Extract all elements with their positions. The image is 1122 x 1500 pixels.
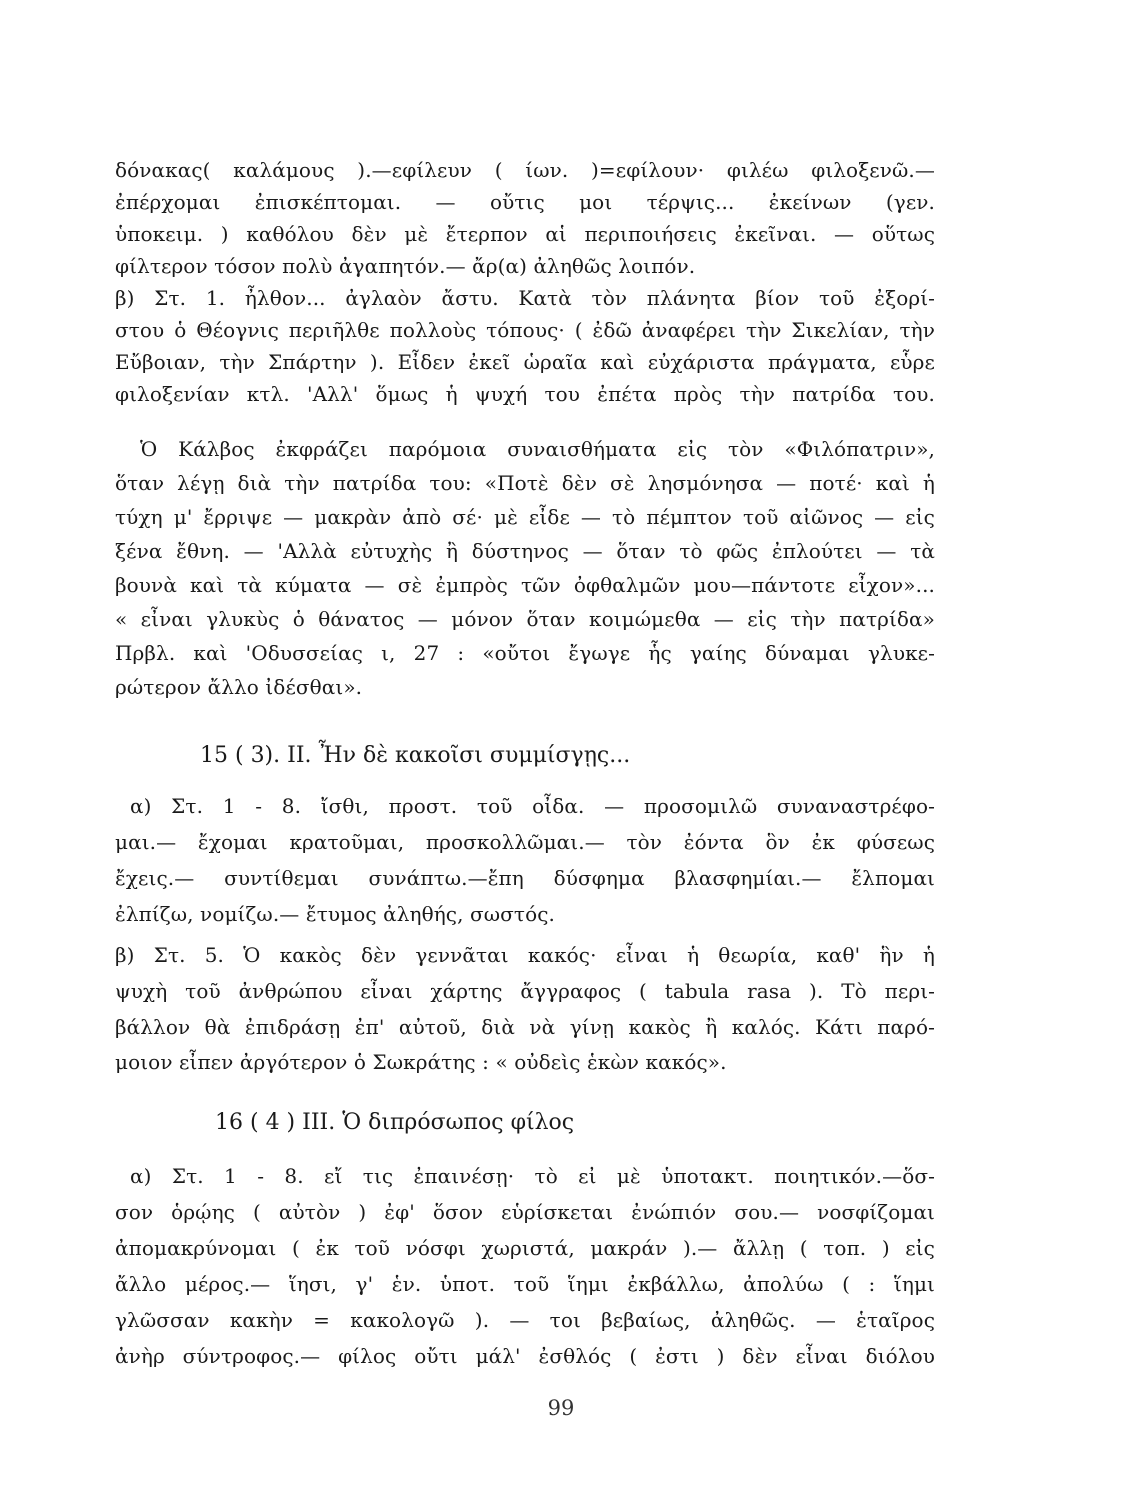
text-line: φιλοξενίαν κτλ. 'Αλλ' ὅμως ἡ ψυχή του ἐπέτα πρὸς τὴν πατρίδα του. xyxy=(115,382,935,406)
text-line: ἄλλο μέρος.— ἵησι, γ' ἑν. ὑποτ. τοῦ ἵημι ἐκβάλλω, ἀπολύω ( : ἵημι xyxy=(115,1272,935,1296)
text-line: τύχη μ' ἔρριψε — μακρὰν ἀπὸ σέ· μὲ εἶδε — τὸ πέμπτον τοῦ αἰῶνος — εἰς xyxy=(115,505,935,529)
text-line: ὑποκειμ. ) καθόλου δὲν μὲ ἔτερπον αἱ περιποιήσεις ἐκεῖναι. — οὕτως xyxy=(115,222,935,246)
text-line: ρώτερον ἄλλο ἰδέσθαι». xyxy=(115,675,363,699)
text-line: σον ὁρῴης ( αὐτὸν ) ἐφ' ὅσον εὑρίσκεται ἐνώπιόν σου.— νοσφίζομαι xyxy=(115,1200,935,1224)
section-heading-15: 15 ( 3). II. Ἦν δὲ κακοῖσι συμμίσγῃς... xyxy=(200,743,631,768)
text-line: μοιον εἶπεν ἀργότερον ὁ Σωκράτης : « οὐδεὶς ἑκὼν κακός». xyxy=(115,1050,727,1074)
text-line: στου ὁ Θέογνις περιῆλθε πολλοὺς τόπους· ( ἐδῶ ἀναφέρει τὴν Σικελίαν, τὴν xyxy=(115,318,935,342)
text-line: β) Στ. 5. Ὁ κακὸς δὲν γεννᾶται κακός· εἶναι ἡ θεωρία, καθ' ἣν ἡ xyxy=(115,943,935,967)
text-line: ψυχὴ τοῦ ἀνθρώπου εἶναι χάρτης ἄγγραφος ( tabula rasa ). Τὸ περι- xyxy=(115,979,935,1003)
text-line: ἔχεις.— συντίθεμαι συνάπτω.—ἔπη δύσφημα βλασφημίαι.— ἔλπομαι xyxy=(115,866,935,890)
text-line: α) Στ. 1 - 8. εἴ τις ἐπαινέσῃ· τὸ εἰ μὲ ὑποτακτ. ποιητικόν.—ὅσ- xyxy=(130,1164,935,1188)
text-line: « εἶναι γλυκὺς ὁ θάνατος — μόνον ὅταν κοιμώμεθα — εἰς τὴν πατρίδα» xyxy=(115,607,935,631)
text-line: ἀπομακρύνομαι ( ἐκ τοῦ νόσφι χωριστά, μακράν ).— ἄλλῃ ( τοπ. ) εἰς xyxy=(115,1236,935,1260)
text-line: ἀνὴρ σύντροφος.— φίλος οὔτι μάλ' ἐσθλός ( ἐστι ) δὲν εἶναι διόλου xyxy=(115,1344,935,1368)
text-line: ξένα ἔθνη. — 'Αλλὰ εὐτυχὴς ἢ δύστηνος — ὅταν τὸ φῶς ἐπλούτει — τὰ xyxy=(115,539,935,563)
text-line: βουνὰ καὶ τὰ κύματα — σὲ ἐμπρὸς τῶν ὀφθαλμῶν μου—πάντοτε εἶχον»... xyxy=(115,573,935,597)
text-line: ἐπέρχομαι ἐπισκέπτομαι. — οὔτις μοι τέρψις... ἐκείνων (γεν. xyxy=(115,190,935,214)
text-line: α) Στ. 1 - 8. ἴσθι, προστ. τοῦ οἶδα. — προσομιλῶ συναναστρέφο- xyxy=(130,794,935,818)
text-line: Εὔβοιαν, τὴν Σπάρτην ). Εἶδεν ἐκεῖ ὡραῖα καὶ εὐχάριστα πράγματα, εὗρε xyxy=(115,350,935,374)
text-line: δόνακας( καλάμους ).—εφίλευν ( ίων. )=εφίλουν· φιλέω φιλοξενῶ.— xyxy=(115,158,935,182)
text-line: β) Στ. 1. ἦλθον... ἀγλαὸν ἄστυ. Κατὰ τὸν πλάνητα βίον τοῦ ἐξορί- xyxy=(115,286,935,310)
text-line: μαι.— ἔχομαι κρατοῦμαι, προσκολλῶμαι.— τὸν ἐόντα ὃν ἐκ φύσεως xyxy=(115,830,935,854)
text-line: ὅταν λέγῃ διὰ τὴν πατρίδα του: «Ποτὲ δὲν σὲ λησμόνησα — ποτέ· καὶ ἡ xyxy=(115,471,935,495)
page-number: 99 xyxy=(547,1396,575,1420)
section-heading-16: 16 ( 4 ) III. Ὁ διπρόσωπος φίλος xyxy=(215,1110,575,1135)
text-line: βάλλον θὰ ἐπιδράσῃ ἐπ' αὐτοῦ, διὰ νὰ γίνῃ κακὸς ἢ καλός. Κάτι παρό- xyxy=(115,1015,935,1039)
text-line: γλῶσσαν κακὴν = κακολογῶ ). — τοι βεβαίως, ἀληθῶς. — ἑταῖρος xyxy=(115,1308,935,1332)
text-line: ἐλπίζω, νομίζω.— ἔτυμος ἀληθής, σωστός. xyxy=(115,902,555,926)
text-line: Ὁ Κάλβος ἐκφράζει παρόμοια συναισθήματα εἰς τὸν «Φιλόπατριν», xyxy=(140,437,935,461)
text-line: Πρβλ. καὶ 'Οδυσσείας ι, 27 : «οὔτοι ἔγωγε ἧς γαίης δύναμαι γλυκε- xyxy=(115,641,935,665)
text-line: φίλτερον τόσον πολὺ ἀγαπητόν.— ἄρ(α) ἀληθῶς λοιπόν. xyxy=(115,254,696,278)
